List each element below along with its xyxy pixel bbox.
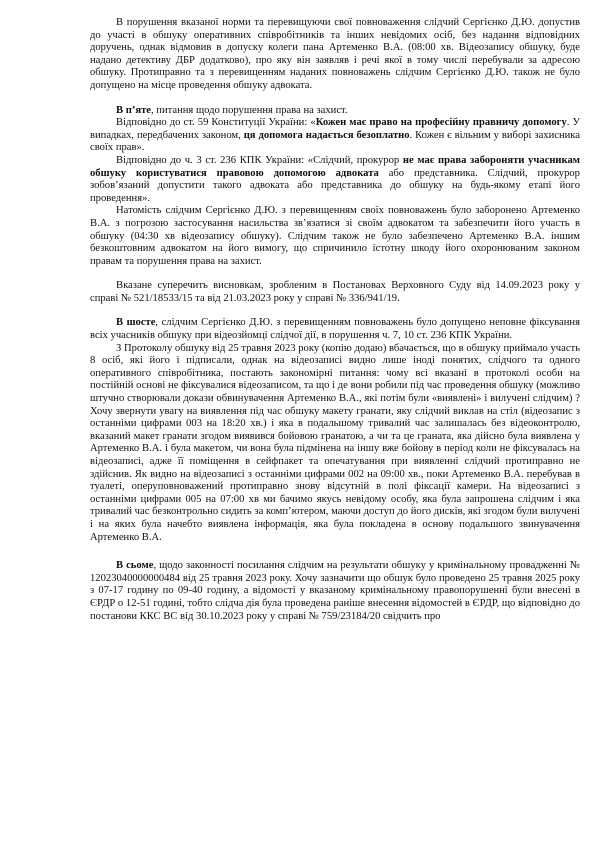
paragraph-gap (90, 268, 580, 280)
quote-bold-1: Кожен має право на професійну правничу допомогу (315, 117, 567, 129)
paragraph-protocol-analysis: З Протоколу обшуку від 25 травня 2023 року (копію додаю) вбачається, що в обшуку приймало участь 8 осіб, які його і підписали, однак на відеозаписі видно лише іноді понятих, слідчого та одного оперативного співробітника, постають закономірні питання: чому всі вказані в протоколі особи на постійній основі не фіксувалися відеозаписом, та що і де вони робили під час проведення обшуку (можливо штучно створювали докази обвинувачення Артеменко В.А., які потім були «виявлені» і вилучені слідчим) ? Хочу звернути увагу на виявлення під час обшуку макету гранати, яку слідчий виклав на стіл (відеозапис з останніми цифрами 003 на 18:20 хв.) і яка в подальшому тривалий час залишалась без відеоконтролю, вказаний макет гранати згодом виявився бойовою гранатою, а чи та це граната, яка дійсно була виявлена у Артеменко В.А. і була макетом, чи вона була підмінена на іншу вже бойову в період коли не фіксувалась на відеозаписі, адже її поміщення в сейфпакет та опечатування при виявленні слідчий протиправно не здійснив. Як видно на відеозаписі з останніми цифрами 002 на 09:00 хв., поки Артеменко В.А. перебував в туалеті, оперуповноважений протиправно знову відсутній в полі фіксації камери. На відеозаписі з останніми цифрами 005 на 07:00 хв ми бачимо якусь невідому особу, яка була запрошена слідчим і яка тривалий час безконтрольно сидить за комп’ютером, маючи доступ до його дисків, які згодом були вилучені і на яких була начебто виявлена інформація, яка була покладена в основу подальшого звинувачення Артеменко В.А. (90, 342, 580, 543)
section-heading-seventh (90, 560, 580, 623)
section-ordinal: В п’яте (116, 104, 151, 116)
section-ordinal: В сьоме (116, 560, 154, 572)
section-heading-text: , питання щодо порушення права на захист. (150, 104, 348, 116)
paragraph-admission-violation: В порушення вказаної норми та перевищуючи свої повноваження слідчий Сергієнко Д.Ю. допустив до участі в обшуку оперативних співробітників та інших невідомих осіб, без надання відповідних доручень, однак відмовив в допуску колеги пана Артеменко В.А. (08:00 хв. Відеозапису обшуку, буде надано детективу ДБР додатково), про яку він заявляв і речі якої в тому числі перебували за адресою обшуку. Протиправно та з перевищенням наданих повноважень слідчим Сергієнко Д.Ю. також не було допущено на місце проведення обшуку адвоката. (90, 17, 580, 91)
section-heading-fifth (90, 105, 580, 118)
quote-bold-2: ця допомога надається безоплатно (243, 129, 410, 141)
paragraph-kpk-quote (90, 155, 580, 205)
paragraph-lawyer-denied: Натомість слідчим Сергієнко Д.Ю. з перевищенням своїх повноважень було заборонено Артеменко В.А. з погрозою застосування насильства зв’язатися зі своїм адвокатом та забезпечити його участь в обшуку (04:30 хв відеозапису обшуку). Слідчим також не було забезпечено Артеменко В.А. іншим безкоштовним адвокатом на його вимогу, що спричинило істотну шкоду його охоронюваним законом правам та порушення права на захист. (90, 205, 580, 267)
kpk-lead: Відповідно до ч. 3 ст. 236 КПК України: «Слідчий, прокурор (116, 154, 403, 166)
quote-tail: . Кожен є вільним у виборі захисника своїх прав». (90, 129, 580, 154)
section-heading-sixth (90, 317, 580, 342)
section-heading-text: , щодо законності посилання слідчим на результати обшуку у кримінальному провадженні № 12023040000000484 від 25 травня 2023 року. Хочу зазначити що обшук було проведено 25 травня 2025 року з 07-17 годину по 09-40 годину, а відомості у вказаному кримінальному правопорушенні були внесені в ЄРДР о 12-51 годині, тобто слідча дія була проведена раніше внесення відомостей в ЄРДР, що відповідно до постанови ККС ВС від 30.10.2023 року у справі № 759/23184/20 свідчить про (90, 560, 580, 622)
paragraph-gap (90, 305, 580, 317)
paragraph-gap (90, 93, 580, 105)
section-ordinal: В шосте (116, 317, 156, 329)
paragraph-constitution-quote (90, 117, 580, 155)
paragraph-gap (90, 544, 580, 560)
kpk-bold: не має права забороняти учасникам обшуку користуватися правовою допомогою адвоката (90, 154, 580, 179)
quote-lead: Відповідно до ст. 59 Конституції України: « (116, 117, 316, 129)
section-heading-text: , слідчим Сергієнко Д.Ю. з перевищенням повноважень було допущено неповне фіксування всіх учасників обшуку при відеозйомці слідчої дії, в порушення ч. 7, 10 ст. 236 КПК України. (90, 317, 580, 342)
kpk-tail: або представника. Слідчий, прокурор зобов’язаний допустити такого адвоката або представника до обшуку на будь-якому етапі його проведення». (90, 167, 580, 204)
paragraph-supreme-court: Вказане суперечить висновкам, зробленим в Постановах Верховного Суду від 14.09.2023 року у справі № 521/18533/15 та від 21.03.2023 року у справі № 336/941/19. (90, 280, 580, 304)
quote-middle: . У випадках, передбачених законом, (90, 117, 581, 141)
